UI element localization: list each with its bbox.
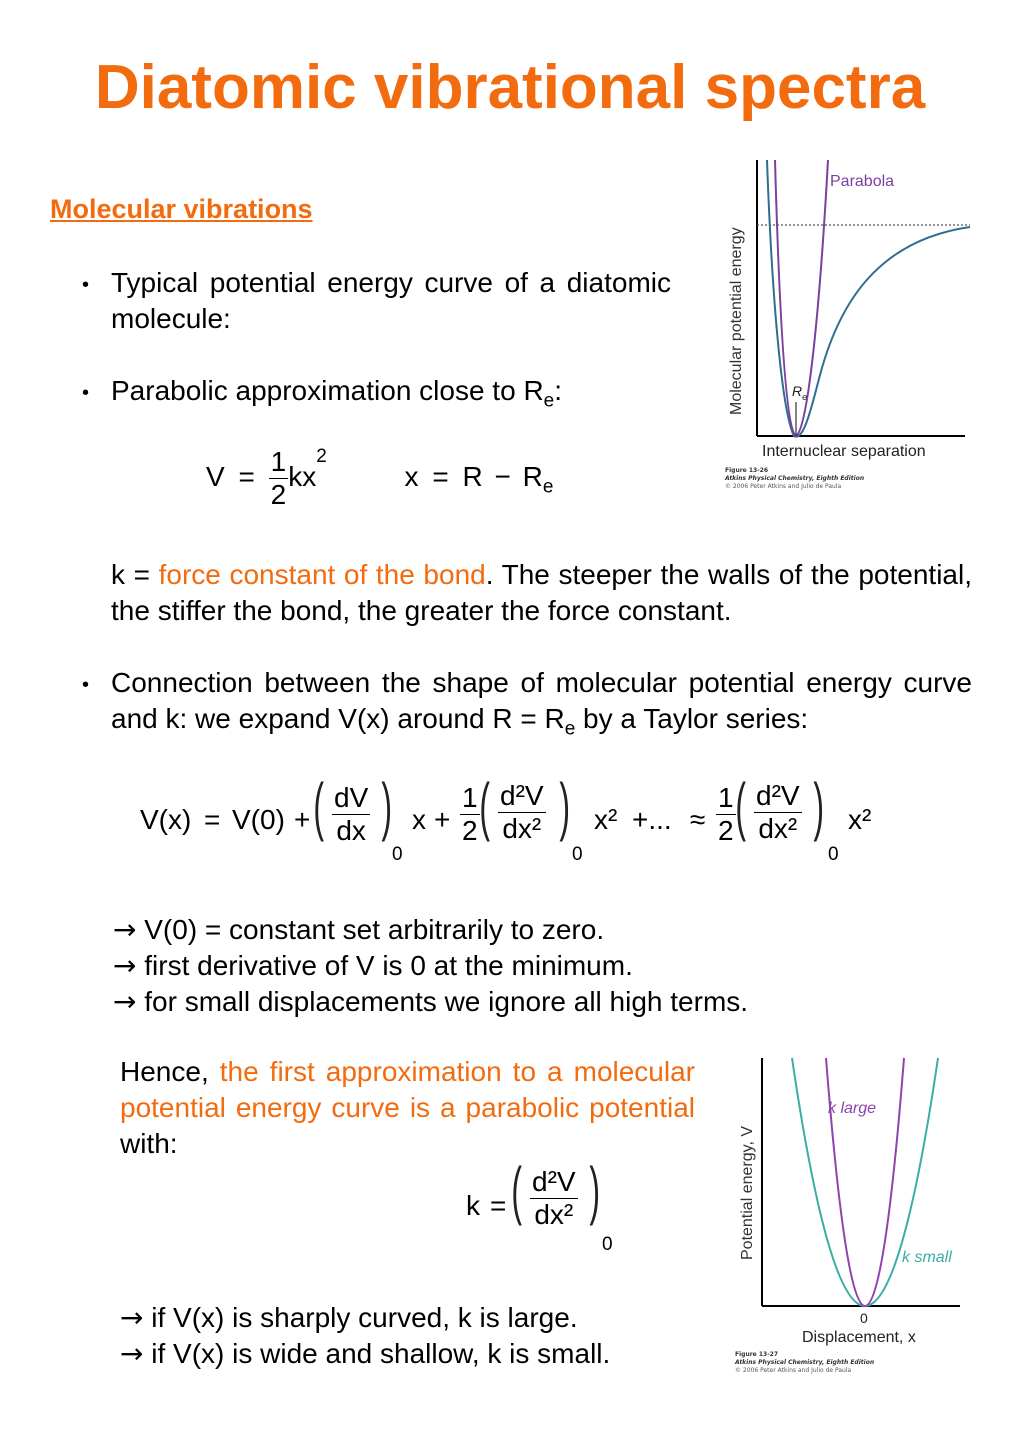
hence-paragraph: Hence, the first approximation to a molecular potential energy curve is a parabolic potential with: bbox=[120, 1056, 695, 1159]
fig1-ylabel: Molecular potential energy bbox=[728, 227, 745, 415]
fig1-caption-3: © 2006 Peter Atkins and Julio de Paula bbox=[725, 483, 842, 490]
figure-potential-curve bbox=[720, 150, 980, 500]
fig1-caption-2: Atkins Physical Chemistry, Eighth Edition bbox=[725, 475, 865, 482]
fig1-parabola-label: Parabola bbox=[830, 173, 895, 190]
fig2-k-large-curve bbox=[826, 1058, 904, 1306]
equation-harmonic-potential: V = $\frac{1}{2}$ $kx^2$ $x = R - R_e$ bbox=[206, 445, 554, 510]
section-heading: Molecular vibrations bbox=[50, 194, 313, 224]
fig1-re-label: $R_e$ bbox=[792, 383, 808, 402]
arrow-list-1 bbox=[113, 912, 748, 1020]
equation-force-constant: k = ( $\frac{\text{d²V}}{\text{dx²}}$ ) 0 bbox=[466, 1154, 613, 1255]
equation-taylor-series: V(x) = V(0) + ( $\frac{dV}{dx}$ ) 0 x + $\frac{1}{2}$ ( $\frac{\text{d²V}}{\text{dx²}}$ ) 0 x² +... ≈ $\frac{1}{2}$ ( $\frac{\text{d²V}}{\text{dx²}}$ ) 0 x² bbox=[140, 770, 872, 865]
arrow-item: → for small displacements we ignore all high terms. bbox=[113, 985, 749, 1018]
bullet-dot: • bbox=[82, 382, 90, 404]
arrow-item: → if V(x) is sharply curved, k is large. bbox=[120, 1301, 578, 1334]
fig1-xlabel: Internuclear separation bbox=[762, 443, 926, 460]
fig2-k-small-label: k small bbox=[902, 1249, 952, 1266]
figure-parabola-comparison bbox=[730, 1050, 970, 1380]
bullet-dot: • bbox=[82, 674, 90, 696]
bullet-dot: • bbox=[82, 274, 90, 296]
bullet-text-potential-curve: Typical potential energy curve of a diatomic molecule: bbox=[111, 267, 671, 334]
fig2-ylabel: Potential energy, V bbox=[739, 1125, 756, 1260]
bullet-text-taylor: Connection between the shape of molecular potential energy curve and k: we expand V(x) around $R = R_e$ by a Taylor series: bbox=[111, 667, 972, 740]
arrow-item: → first derivative of V is 0 at the minimum. bbox=[113, 949, 633, 982]
fig2-caption-3: © 2006 Peter Atkins and Julio de Paula bbox=[735, 1367, 852, 1374]
bullet-text-parabolic: Parabolic approximation close to $R_e$: bbox=[111, 375, 563, 412]
fig2-caption-1: Figure 13-27 bbox=[735, 1351, 779, 1358]
arrow-item: → if V(x) is wide and shallow, k is small. bbox=[120, 1337, 611, 1370]
arrow-list-2 bbox=[120, 1300, 610, 1372]
fig2-k-large-label: k large bbox=[828, 1100, 877, 1117]
fig2-xlabel: Displacement, x bbox=[802, 1329, 916, 1346]
fig2-zero-label: 0 bbox=[860, 1310, 868, 1326]
page-title: Diatomic vibrational spectra bbox=[94, 53, 926, 122]
arrow-item: → V(0) = constant set arbitrarily to zero. bbox=[113, 913, 605, 946]
fig1-caption-1: Figure 13-26 bbox=[725, 467, 769, 474]
force-constant-description: k = force constant of the bond. The steeper the walls of the potential, the stiffer the bond, the greater the force constant. bbox=[111, 559, 973, 626]
fig2-k-small-curve bbox=[792, 1058, 938, 1306]
fig2-caption-2: Atkins Physical Chemistry, Eighth Edition bbox=[735, 1359, 875, 1366]
